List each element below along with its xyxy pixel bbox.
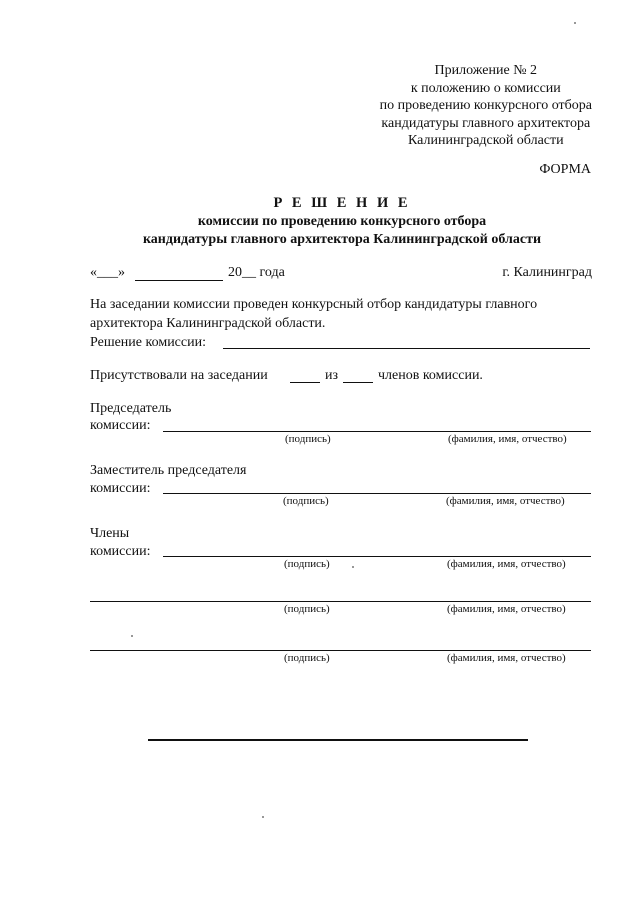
member-signature-hint: (подпись) <box>284 652 330 664</box>
member-signature-line[interactable] <box>90 601 591 602</box>
meeting-text-line1: На заседании комиссии проведен конкурсный отбор кандидатуры главного <box>90 297 538 312</box>
attendance-present-blank[interactable] <box>290 382 320 383</box>
chairman-name-hint: (фамилия, имя, отчество) <box>448 433 567 445</box>
chairman-label-line2: комиссии: <box>90 418 151 433</box>
member-name-hint: (фамилия, имя, отчество) <box>447 603 566 615</box>
appendix-line: к положению о комиссии <box>410 80 561 96</box>
appendix-number: Приложение № 2 <box>434 63 538 78</box>
appendix-line: Калининградской области <box>407 133 564 148</box>
form-label: ФОРМА <box>539 162 591 177</box>
city: г. Калининград <box>502 265 592 280</box>
scan-speck <box>352 566 354 568</box>
member-name-hint: (фамилия, имя, отчество) <box>447 558 566 570</box>
appendix-line: по проведению конкурсного отбора <box>379 98 592 113</box>
chairman-signature-hint: (подпись) <box>285 433 331 445</box>
chairman-label-line1: Председатель <box>90 401 172 416</box>
date-year: 20__ года <box>228 265 285 280</box>
deputy-name-hint: (фамилия, имя, отчество) <box>446 495 565 507</box>
document-subtitle <box>92 213 592 249</box>
attendance-total-blank[interactable] <box>343 382 373 383</box>
member-signature-line[interactable] <box>90 650 591 651</box>
member-signature-hint: (подпись) <box>284 603 330 615</box>
deputy-label-line1: Заместитель председателя <box>90 463 247 478</box>
appendix-line: кандидатуры главного архитектора <box>381 115 591 131</box>
subtitle-line: кандидатуры главного архитектора Калининградской области <box>142 232 542 247</box>
member-signature-line[interactable] <box>163 556 591 557</box>
scan-speck <box>262 816 264 818</box>
deputy-signature-line[interactable] <box>163 493 591 494</box>
scan-speck <box>131 635 133 637</box>
date-day: «___» <box>90 265 125 280</box>
meeting-text-line2: архитектора Калининградской области. <box>90 316 326 331</box>
members-label-line1: Члены <box>90 526 130 541</box>
subtitle-line: комиссии по проведению конкурсного отбора <box>197 214 487 229</box>
deputy-label-line2: комиссии: <box>90 481 151 496</box>
attendance-from: из <box>325 368 339 383</box>
closing-rule <box>148 739 528 741</box>
attendance-suffix: членов комиссии. <box>378 368 483 383</box>
member-name-hint: (фамилия, имя, отчество) <box>447 652 566 664</box>
date-month-blank[interactable] <box>135 280 223 281</box>
chairman-signature-line[interactable] <box>163 431 591 432</box>
attendance-prefix: Присутствовали на заседании <box>90 368 268 383</box>
members-label-line2: комиссии: <box>90 544 151 559</box>
scan-speck <box>574 22 576 24</box>
member-signature-hint: (подпись) <box>284 558 330 570</box>
decision-blank[interactable] <box>223 348 590 349</box>
document-title: Р Е Ш Е Н И Е <box>273 195 411 211</box>
decision-label: Решение комиссии: <box>90 335 206 350</box>
deputy-signature-hint: (подпись) <box>283 495 329 507</box>
appendix-block <box>380 62 592 150</box>
